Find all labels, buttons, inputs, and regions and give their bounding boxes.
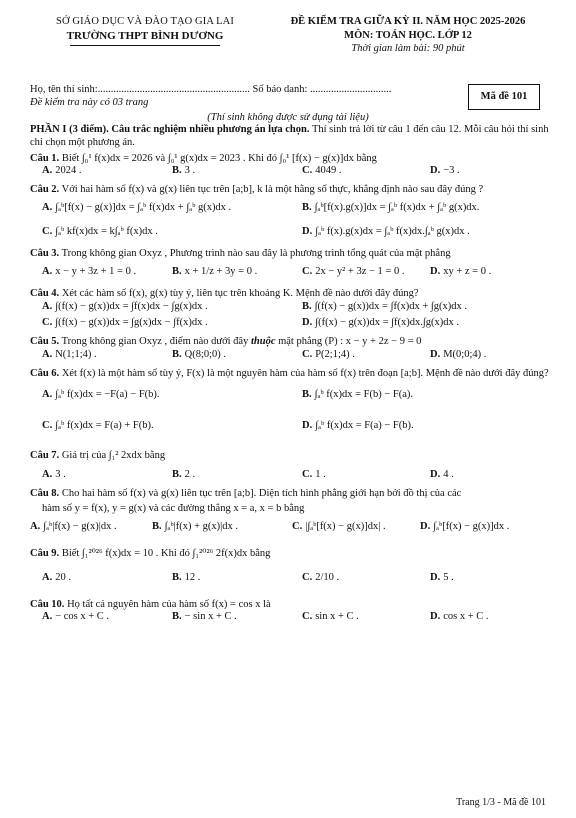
option-a: A. ∫(f(x) − g(x))dx = ∫f(x)dx − ∫g(x)dx . [42, 300, 208, 312]
option-d: D. ∫ₐᵇ[f(x) − g(x)]dx . [420, 520, 510, 532]
option-b: B. − sin x + C . [172, 611, 237, 623]
part-heading: PHẦN I (3 điểm). Câu trắc nghiệm nhiều phương án lựa chọn. Thí sinh trả lời từ câu 1 đến câu 12. Mỗi câu hỏi thí sinh chỉ chọn một phương án. [30, 124, 549, 148]
options-9 [30, 567, 550, 591]
options-8 [30, 516, 550, 540]
option-c: C. 4049 . [302, 165, 342, 177]
question-4: Câu 4. Xét các hàm số f(x), g(x) tùy ý, liên tục trên khoảng K. Mệnh đề nào dưới đây đúng? [30, 287, 419, 299]
question-2: Câu 2. Với hai hàm số f(x) và g(x) liên tục trên [a;b], k là một hằng số thực, khẳng định nào sau đây đúng ? [30, 184, 484, 196]
option-c: C. ∫(f(x) − g(x))dx = ∫g(x)dx − ∫f(x)dx . [42, 316, 208, 328]
option-a: A. − cos x + C . [42, 611, 110, 623]
student-name-line: Họ, tên thí sinh:.......................................................... Số báo danh: ............................... [30, 84, 392, 95]
exam-header [258, 16, 558, 55]
option-a: A. 3 . [42, 469, 66, 481]
option-c: C. ∫ₐᵇ f(x)dx = F(a) + F(b). [42, 420, 154, 432]
exam-title: ĐỀ KIỂM TRA GIỮA KỲ II. NĂM HỌC 2025-2026 [290, 16, 526, 27]
options-1 [30, 165, 550, 181]
option-c: C. sin x + C . [302, 611, 359, 623]
option-b: B. ∫ₐᵇ f(x)dx = F(b) − F(a). [302, 389, 414, 401]
option-c: C. 2x − y² + 3z − 1 = 0 . [302, 265, 405, 277]
option-b: B. ∫ₐᵇ[f(x).g(x)]dx = ∫ₐᵇ f(x)dx + ∫ₐᵇ g(x)dx. [302, 202, 480, 214]
option-b: B. ∫ₐᵇ|f(x) + g(x)|dx . [152, 520, 238, 532]
option-d: D. xy + z = 0 . [430, 265, 492, 277]
option-b: B. 12 . [172, 571, 201, 583]
exam-body [30, 124, 550, 627]
option-c: C. 2/10 . [302, 571, 340, 583]
student-info [30, 84, 470, 110]
option-a: A. ∫ₐᵇ[f(x) − g(x)]dx = ∫ₐᵇ f(x)dx + ∫ₐᵇ g(x)dx . [42, 202, 232, 214]
page-footer: Trang 1/3 - Mã đề 101 [456, 797, 546, 808]
question-8-cont: hàm số y = f(x), y = g(x) và các đường thẳng x = a, x = b bằng [42, 502, 305, 514]
options-7 [30, 469, 550, 485]
option-b: B. 2 . [172, 469, 196, 481]
options-5 [30, 349, 550, 365]
school-name: TRƯỜNG THPT BÌNH DƯƠNG [66, 29, 224, 42]
option-c: C. 1 . [302, 469, 326, 481]
question-6: Câu 6. Xét f(x) là một hàm số tùy ý, F(x) là một nguyên hàm của hàm số f(x) trên đoạn [a;b]. Mệnh đề nào dưới đây đúng? [30, 367, 549, 379]
subject-line: MÔN: TOÁN HỌC. LỚP 12 [344, 29, 472, 41]
option-d: D. 4 . [430, 469, 454, 481]
option-b: B. Q(8;0;0) . [172, 348, 227, 360]
time-line: Thời gian làm bài: 90 phút [351, 42, 465, 54]
option-d: D. ∫(f(x) − g(x))dx = ∫f(x)dx.∫g(x)dx . [302, 316, 460, 328]
option-d: D. −3 . [430, 165, 460, 177]
options-6-row1 [30, 380, 550, 410]
options-4-row2 [30, 317, 550, 333]
option-d: D. M(0;0;4) . [430, 348, 487, 360]
options-6-row2 [30, 410, 550, 444]
option-d: D. cos x + C . [430, 611, 489, 623]
question-8: Câu 8. Cho hai hàm số f(x) và g(x) liên tục trên [a;b]. Diện tích hình phẳng giới hạn bởi đồ thị của các [30, 488, 462, 500]
option-c: C. |∫ₐᵇ[f(x) − g(x)]dx| . [292, 520, 386, 532]
exam-code-box: Mã đề 101 [468, 84, 540, 110]
options-2-row2 [30, 221, 550, 245]
header-divider [70, 45, 220, 46]
option-b: B. 3 . [172, 165, 196, 177]
option-a: A. x − y + 3z + 1 = 0 . [42, 265, 137, 277]
option-d: D. ∫ₐᵇ f(x)dx = F(a) − F(b). [302, 420, 414, 432]
option-c: C. ∫ₐᵇ kf(x)dx = k∫ₐᵇ f(x)dx . [42, 226, 158, 238]
option-a: A. ∫ₐᵇ f(x)dx = −F(a) − F(b). [42, 389, 160, 401]
options-4-row1 [30, 301, 550, 317]
option-d: D. ∫ₐᵇ f(x).g(x)dx = ∫ₐᵇ f(x)dx.∫ₐᵇ g(x)dx . [302, 226, 470, 238]
option-a: A. 20 . [42, 571, 71, 583]
question-10: Câu 10. Họ tất cả nguyên hàm của hàm số f(x) = cos x là [30, 598, 271, 610]
option-b: B. ∫(f(x) − g(x))dx = ∫f(x)dx + ∫g(x)dx . [302, 300, 467, 312]
no-materials-note: (Thí sinh không được sử dụng tài liệu) [207, 112, 369, 123]
question-5: Câu 5. Trong không gian Oxyz , điểm nào dưới đây thuộc mặt phẳng (P) : x − y + 2z − 9 = 0 [30, 335, 422, 347]
page-count-line: Đề kiểm tra này có 03 trang [30, 96, 149, 108]
question-9: Câu 9. Biết ∫₁²⁰²⁶ f(x)dx = 10 . Khi đó ∫₁²⁰²⁶ 2f(x)dx bằng [30, 547, 271, 559]
option-a: A. ∫ₐᵇ|f(x) − g(x)|dx . [30, 520, 117, 532]
option-b: B. x + 1/z + 3y = 0 . [172, 265, 258, 277]
question-1: Câu 1. Biết ∫₀¹ f(x)dx = 2026 và ∫₀¹ g(x)dx = 2023 . Khi đó ∫₀¹ [f(x) − g(x)]dx bằng [30, 152, 377, 164]
school-header [30, 16, 260, 46]
option-c: C. P(2;1;4) . [302, 348, 355, 360]
option-a: A. 2024 . [42, 165, 82, 177]
question-3: Câu 3. Trong không gian Oxyz , Phương trình nào sau đây là phương trình tổng quát của mặt phẳng [30, 248, 451, 260]
options-3 [30, 261, 550, 285]
option-a: A. N(1;1;4) . [42, 348, 97, 360]
options-2-row1 [30, 197, 550, 221]
options-10 [30, 611, 550, 627]
option-d: D. 5 . [430, 571, 454, 583]
department-name: SỞ GIÁO DỤC VÀ ĐÀO TẠO GIA LAI [56, 16, 234, 27]
question-7: Câu 7. Giá trị của ∫₁² 2xdx bằng [30, 450, 166, 462]
